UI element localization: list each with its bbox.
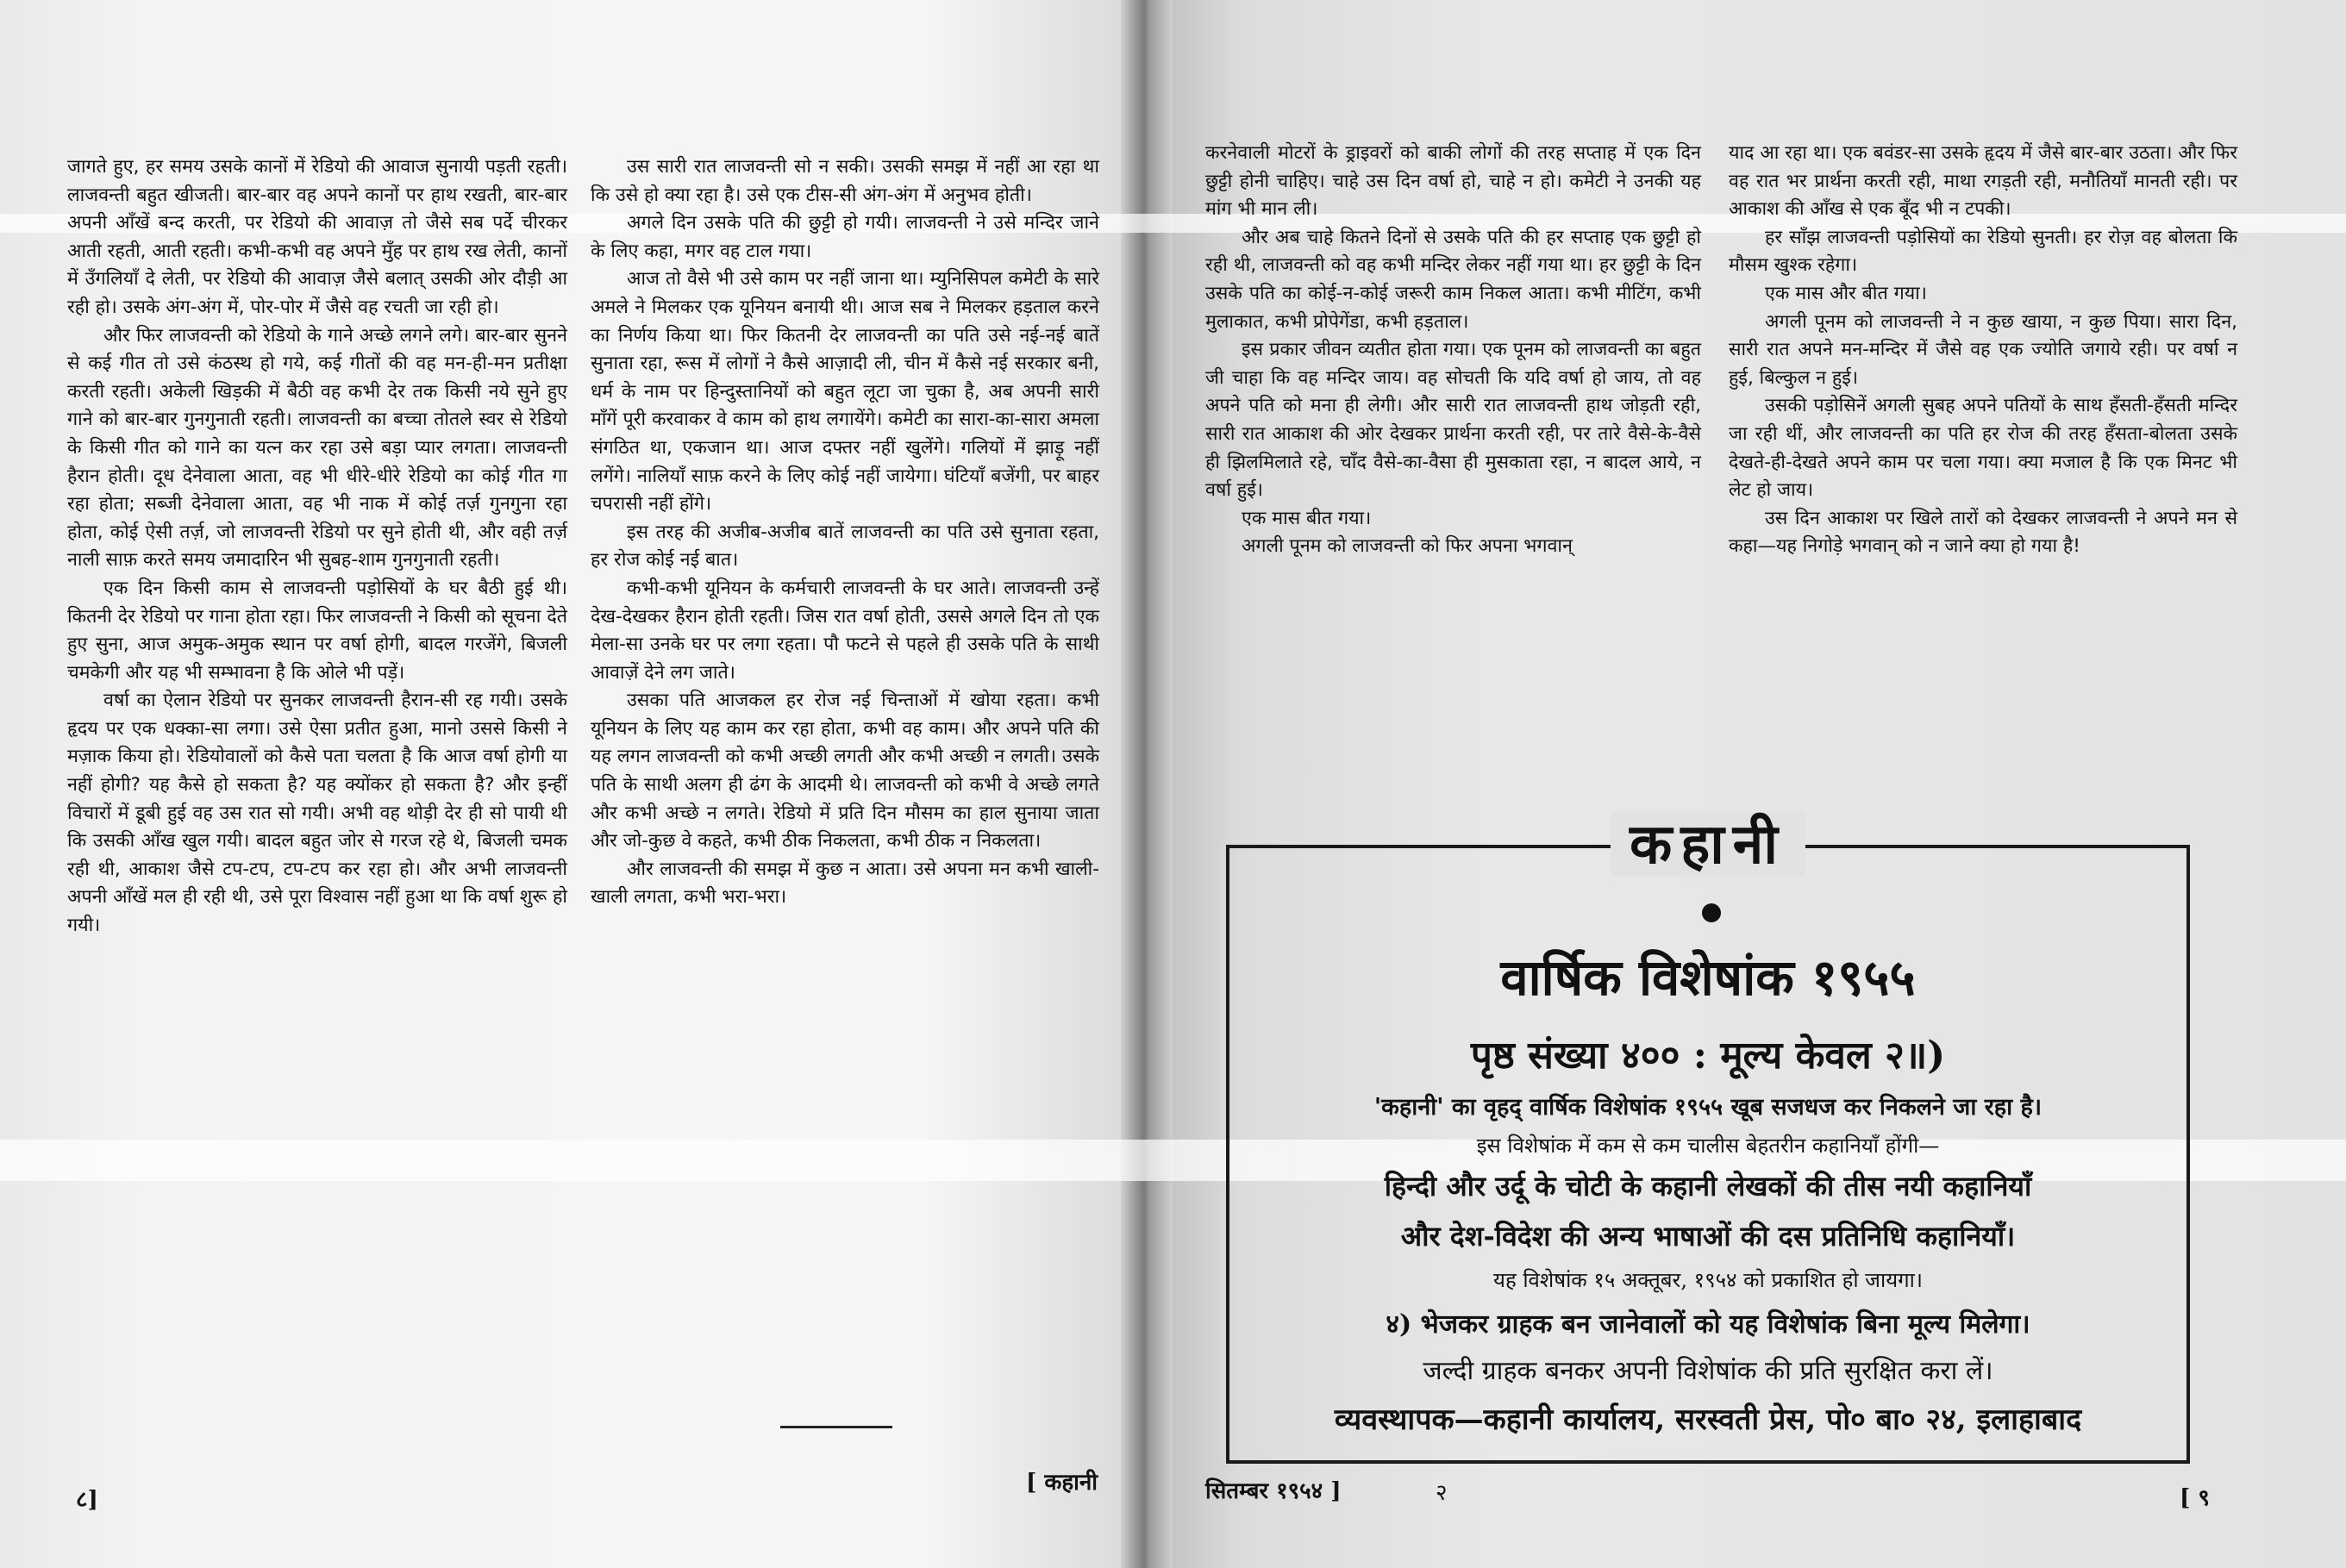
ad-line: ४) भेजकर ग्राहक बन जानेवालों को यह विशेषांक बिना मूल्य मिलेगा। xyxy=(1386,1309,2030,1340)
paragraph: एक दिन किसी काम से लाजवन्ती पड़ोसियों के घर बैठी हुई थी। कितनी देर रेडियो पर गाना होता रहा। फिर लाजवन्ती ने किसी को सूचना देते हुए सुना, आज अमुक-अमुक स्थान पर वर्षा होगी, बादल गरजेंगे, बिजली चमकेगी और यह भी सम्भावना है कि ओले भी पड़ें। xyxy=(67,577,567,684)
page-number-left: ८] xyxy=(76,1487,98,1513)
paragraph: अगली पूनम को लाजवन्ती ने न कुछ खाया, न कुछ पिया। सारा दिन, सारी रात अपने मन-मन्दिर में जैसे वह एक ज्योति जगाये रही। पर वर्षा न हुई, बिल्कुल न हुई। xyxy=(1729,310,2237,389)
paragraph: और लाजवन्ती की समझ में कुछ न आता। उसे अपना मन कभी खाली-खाली लगता, कभी भरा-भरा। xyxy=(591,858,1099,909)
ad-line: 'कहानी' का वृहद् वार्षिक विशेषांक १९५५ खूब सजधज कर निकलने जा रहा है। xyxy=(1373,1094,2043,1121)
paragraph: कभी-कभी यूनियन के कर्मचारी लाजवन्ती के घर आते। लाजवन्ती उन्हें देख-देखकर हैरान होती रहती। जिस रात वर्षा होती, उससे अगले दिन तो एक मेला-सा उनके घर पर लगा रहता। पौ फटने से पहले ही उसके पति के साथी आवाज़ें देने लग जाते। xyxy=(591,577,1099,684)
paragraph: इस तरह की अजीब-अजीब बातें लाजवन्ती का पति उसे सुनाता रहता, हर रोज कोई नई बात। xyxy=(591,521,1099,572)
ad-price-line: पृष्ठ संख्या ४०० : मूल्य केवल २॥) xyxy=(1470,1034,1946,1078)
annual-issue-advertisement xyxy=(1226,812,2190,1464)
story-column-3 xyxy=(1205,140,1701,561)
story-column-1 xyxy=(67,153,567,940)
ad-line: जल्दी ग्राहक बनकर अपनी विशेषांक की प्रति सुरक्षित करा लें। xyxy=(1423,1356,1993,1386)
page-gutter xyxy=(1121,0,1173,1568)
ad-title xyxy=(1229,810,2186,879)
paragraph: इस प्रकार जीवन व्यतीत होता गया। एक पूनम को लाजवन्ती का बहुत जी चाहा कि वह मन्दिर जाय। वह सोचती कि यदि वर्षा हो जाय, तो वह अपने पति को मना ही लेगी। और सारी रात लाजवन्ती हाथ जोड़ती रही, सारी रात आकाश की ओर देखकर प्रार्थना करती रही, पर तारे वैसे-के-वैसे ही झिलमिलाते रहे, चाँद वैसे-का-वैसा ही मुसकाता रहा, न बादल आये, न वर्षा हुई। xyxy=(1205,339,1701,502)
story-column-2 xyxy=(591,153,1099,912)
footer-number: २ xyxy=(1436,1480,1448,1506)
footer-date: सितम्बर १९५४ ] xyxy=(1205,1478,1342,1504)
ad-line: हिन्दी और उर्दू के चोटी के कहानी लेखकों की तीस नयी कहानियाँ xyxy=(1384,1170,2032,1203)
ad-line: और देश-विदेश की अन्य भाषाओं की दस प्रतिनिधि कहानियाँ। xyxy=(1400,1220,2016,1253)
paragraph: जागते हुए, हर समय उसके कानों में रेडियो की आवाज सुनायी पड़ती रहती। लाजवन्ती बहुत खीजती। बार-बार वह अपने कानों पर हाथ रखती, बार-बार अपनी आँखें बन्द करती, पर रेडियो की आवाज़ तो जैसे सब पर्दे चीरकर आती रहती, आती रहती। कभी-कभी वह अपने मुँह पर हाथ रख लेती, कानों में उँगलियाँ दे लेती, पर रेडियो की आवाज़ जैसे बलात् उसकी ओर दौड़ी आ रही हो। उसके अंग-अंग में, पोर-पोर में जैसे वह रचती जा रही हो। xyxy=(67,156,567,318)
paragraph: अगले दिन उसके पति की छुट्टी हो गयी। लाजवन्ती ने उसे मन्दिर जाने के लिए कहा, मगर वह टाल गया। xyxy=(591,212,1099,262)
paragraph: एक मास बीत गया। xyxy=(1242,507,1372,529)
ad-publisher-address: व्यवस्थापक—कहानी कार्यालय, सरस्वती प्रेस, पो० बा० २४, इलाहाबाद xyxy=(1334,1402,2082,1437)
bullet-dot-icon xyxy=(1702,903,1721,922)
paragraph: याद आ रहा था। एक बवंडर-सा उसके हृदय में जैसे बार-बार उठता। और फिर वह रात भर प्रार्थना करती रही, माथा रगड़ती रही, मनौतियाँ मानती रही। पर आकाश की आँख से एक बूँद भी न टपकी। xyxy=(1729,142,2237,221)
paragraph: अगली पूनम को लाजवन्ती को फिर अपना भगवान् xyxy=(1242,535,1573,558)
ad-line: यह विशेषांक १५ अक्तूबर, १९५४ को प्रकाशित हो जायगा। xyxy=(1493,1268,1923,1292)
paragraph: उस सारी रात लाजवन्ती सो न सकी। उसकी समझ में नहीं आ रहा था कि उसे हो क्या रहा है। उसे एक टीस-सी अंग-अंग में अनुभव होती। xyxy=(591,156,1099,206)
paragraph: आज तो वैसे भी उसे काम पर नहीं जाना था। म्युनिसिपल कमेटी के सारे अमले ने मिलकर एक यूनियन बनायी थी। आज सब ने मिलकर हड़ताल करने का निर्णय किया था। फिर कितनी देर लाजवन्ती का पति उसे नई-नई बातें सुनाता रहा, रूस में लोगों ने कैसे आज़ादी ली, चीन में कैसे नई सरकार बनी, धर्म के नाम पर हिन्दुस्तानियों को बहुत लूटा जा चुका है, अब अपनी सारी माँगें पूरी करवाकर वे काम को हाथ लगायेंगे। कमेटी का सारा-का-सारा अमला संगठित था, एकजान था। आज दफ्तर नहीं खुलेंगे। गलियों में झाड़ू नहीं लगेंगे। नालियाँ साफ़ करने के लिए कोई नहीं जायेगा। घंटियाँ बजेंगी, पर बाहर चपरासी नहीं होंगे। xyxy=(591,268,1099,515)
paragraph: हर साँझ लाजवन्ती पड़ोसियों का रेडियो सुनती। हर रोज़ वह बोलता कि मौसम खुश्क रहेगा। xyxy=(1729,226,2237,277)
footer-magazine-title: [ कहानी xyxy=(1026,1470,1098,1496)
paragraph: वर्षा का ऐलान रेडियो पर सुनकर लाजवन्ती हैरान-सी रह गयी। उसके हृदय पर एक धक्का-सा लगा। उसे ऐसा प्रतीत हुआ, मानो उससे किसी ने मज़ाक किया हो। रेडियोवालों को कैसे पता चलता है कि आज वर्षा होगी या नहीं होगी? यह कैसे हो सकता है? यह क्योंकर हो सकता है? और इन्हीं विचारों में डूबी हुई वह उस रात सो गयी। अभी वह थोड़ी देर ही सो पायी थी कि उसकी आँख खुल गयी। बादल बहुत जोर से गरज रहे थे, बिजली चमक रही थी, आकाश जैसे टप-टप, टप-टप कर रहा हो। और अभी लाजवन्ती अपनी आँखें मल ही रही थी, उसे पूरा विश्वास नहीं हुआ था कि वर्षा शुरू हो गयी। xyxy=(67,690,567,937)
paragraph: उस दिन आकाश पर खिले तारों को देखकर लाजवन्ती ने अपने मन से कहा—यह निगोड़े भगवान् को न जाने क्या हो गया है! xyxy=(1729,507,2237,558)
ad-line: इस विशेषांक में कम से कम चालीस बेहतरीन कहानियाँ होंगी— xyxy=(1476,1134,1940,1158)
paragraph: उसकी पड़ोसिनें अगली सुबह अपने पतियों के साथ हँसती-हँसती मन्दिर जा रही थीं, और लाजवन्ती का पति हर रोज की तरह हँसता-बोलता उसके देखते-ही-देखते अपने काम पर चला गया। क्या मजाल है कि एक मिनट भी लेट हो जाय। xyxy=(1729,395,2237,502)
story-column-4 xyxy=(1729,140,2237,561)
paragraph: उसका पति आजकल हर रोज नई चिन्ताओं में खोया रहता। कभी यूनियन के लिए यह काम कर रहा होता, कभी वह काम। और अपने पति की यह लगन लाजवन्ती को कभी अच्छी लगती और कभी अच्छी न लगती। उसके पति के साथी अलग ही ढंग के आदमी थे। लाजवन्ती को कभी वे अच्छे लगते और कभी अच्छे न लगते। रेडियो में प्रति दिन मौसम का हाल सुनाया जाता और जो-कुछ वे कहते, कभी ठीक निकलता, कभी ठीक न निकलता। xyxy=(591,690,1099,853)
paragraph: एक मास और बीत गया। xyxy=(1765,282,1927,304)
page-number-right: [ ९ xyxy=(2180,1485,2210,1511)
ad-headline: वार्षिक विशेषांक १९५५ xyxy=(1500,948,1916,1007)
ad-title-text: कहानी xyxy=(1611,812,1805,877)
paragraph: करनेवाली मोटरों के ड्राइवरों को बाकी लोगों की तरह सप्ताह में एक दिन छुट्टी होनी चाहिए। चाहे उस दिन वर्षा हो, चाहे न हो। कमेटी ने उनकी यह मांग भी मान ली। xyxy=(1205,142,1701,221)
story-end-rule xyxy=(780,1426,892,1428)
paragraph: और अब चाहे कितने दिनों से उसके पति की हर सप्ताह एक छुट्टी हो रही थी, लाजवन्ती को वह कभी मन्दिर लेकर नहीं गया था। हर छुट्टी के दिन उसके पति का कोई-न-कोई जरूरी काम निकल आता। कभी मीटिंग, कभी मुलाकात, कभी प्रोपेगेंडा, कभी हड़ताल। xyxy=(1205,226,1701,333)
paragraph: और फिर लाजवन्ती को रेडियो के गाने अच्छे लगने लगे। बार-बार सुनने से कई गीत तो उसे कंठस्थ हो गये, कई गीतों की वह मन-ही-मन प्रतीक्षा करती रहती। अकेली खिड़की में बैठी वह कभी देर तक किसी नये सुने हुए गाने को बार-बार गुनगुनाती रहती। लाजवन्ती का बच्चा तोतले स्वर से रेडियो के किसी गीत को गाने का यत्न कर रहा उसे बड़ा प्यार लगता। लाजवन्ती हैरान होती। दूध देनेवाला आता, वह भी धीरे-धीरे रेडियो का कोई गीत गा रहा होता; सब्जी देनेवाला आता, वह भी नाक में कोई तर्ज़ गुनगुना रहा होता, कोई ऐसी तर्ज़, जो लाजवन्ती रेडियो पर सुने होती थी, और वही तर्ज़ नाली साफ़ करते समय जमादारिन भी सुबह-शाम गुनगुनाती रहती। xyxy=(67,324,567,572)
